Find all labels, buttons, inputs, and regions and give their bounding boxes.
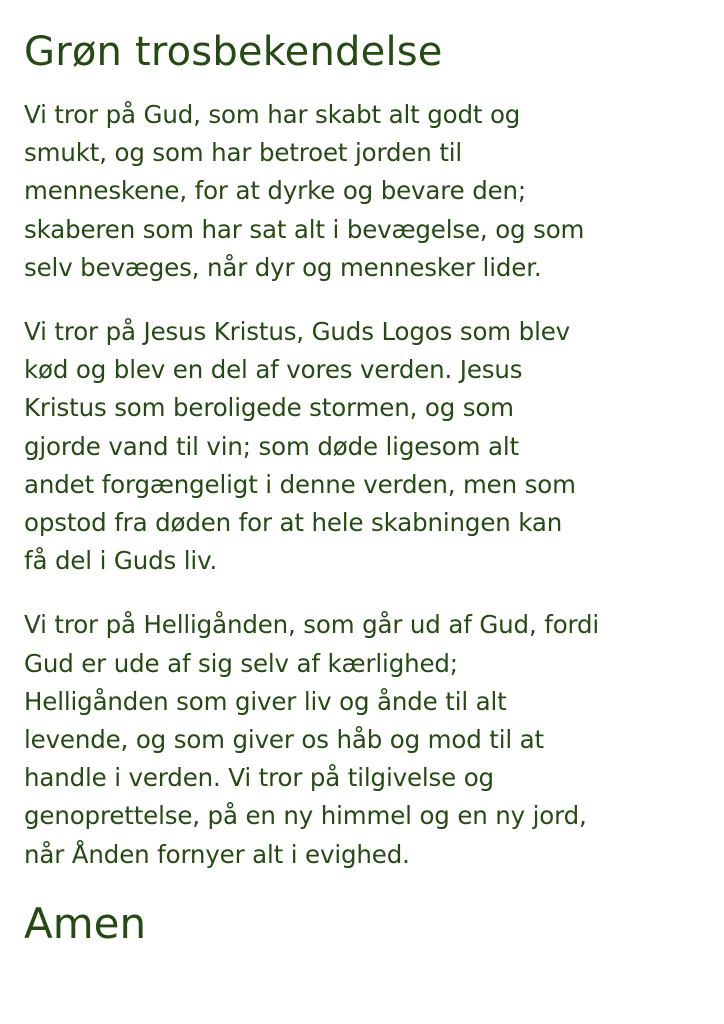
text-line: Gud er ude af sig selv af kærlighed; [24,648,458,678]
text-line: genoprettelse, på en ny himmel og en ny jord, [24,801,587,831]
paragraph-god [24,96,684,287]
paragraph-jesus [24,313,684,580]
text-line: Vi tror på Jesus Kristus, Guds Logos som blev [24,317,570,347]
text-line: gjorde vand til vin; som døde ligesom alt [24,431,519,461]
text-line: Vi tror på Gud, som har skabt alt godt og [24,100,521,129]
text-line: selv bevæges, når dyr og mennesker lider. [24,252,542,282]
page-title: Grøn trosbekendelse [24,29,443,75]
paragraph-holy-spirit [24,606,684,873]
text-line: Vi tror på Helligånden, som går ud af Gud, fordi [24,610,600,640]
text-line: når Ånden fornyer alt i evighed. [24,839,410,869]
text-line: menneskene, for at dyrke og bevare den; [24,176,526,206]
text-line: levende, og som giver os håb og mod til at [24,725,544,755]
text-line: Helligånden som giver liv og ånde til alt [24,686,507,716]
text-line: andet forgængeligt i denne verden, men som [24,469,576,499]
text-line: Kristus som beroligede stormen, og som [24,393,514,423]
text-line: kød og blev en del af vores verden. Jesus [24,355,523,385]
text-line: få del i Guds liv. [24,546,218,576]
closing-amen: Amen [24,898,147,948]
text-line: opstod fra døden for at hele skabningen kan [24,508,563,538]
text-line: skaberen som har sat alt i bevægelse, og som [24,214,585,244]
text-line: smukt, og som har betroet jorden til [24,138,463,168]
text-line: handle i verden. Vi tror på tilgivelse og [24,763,494,793]
